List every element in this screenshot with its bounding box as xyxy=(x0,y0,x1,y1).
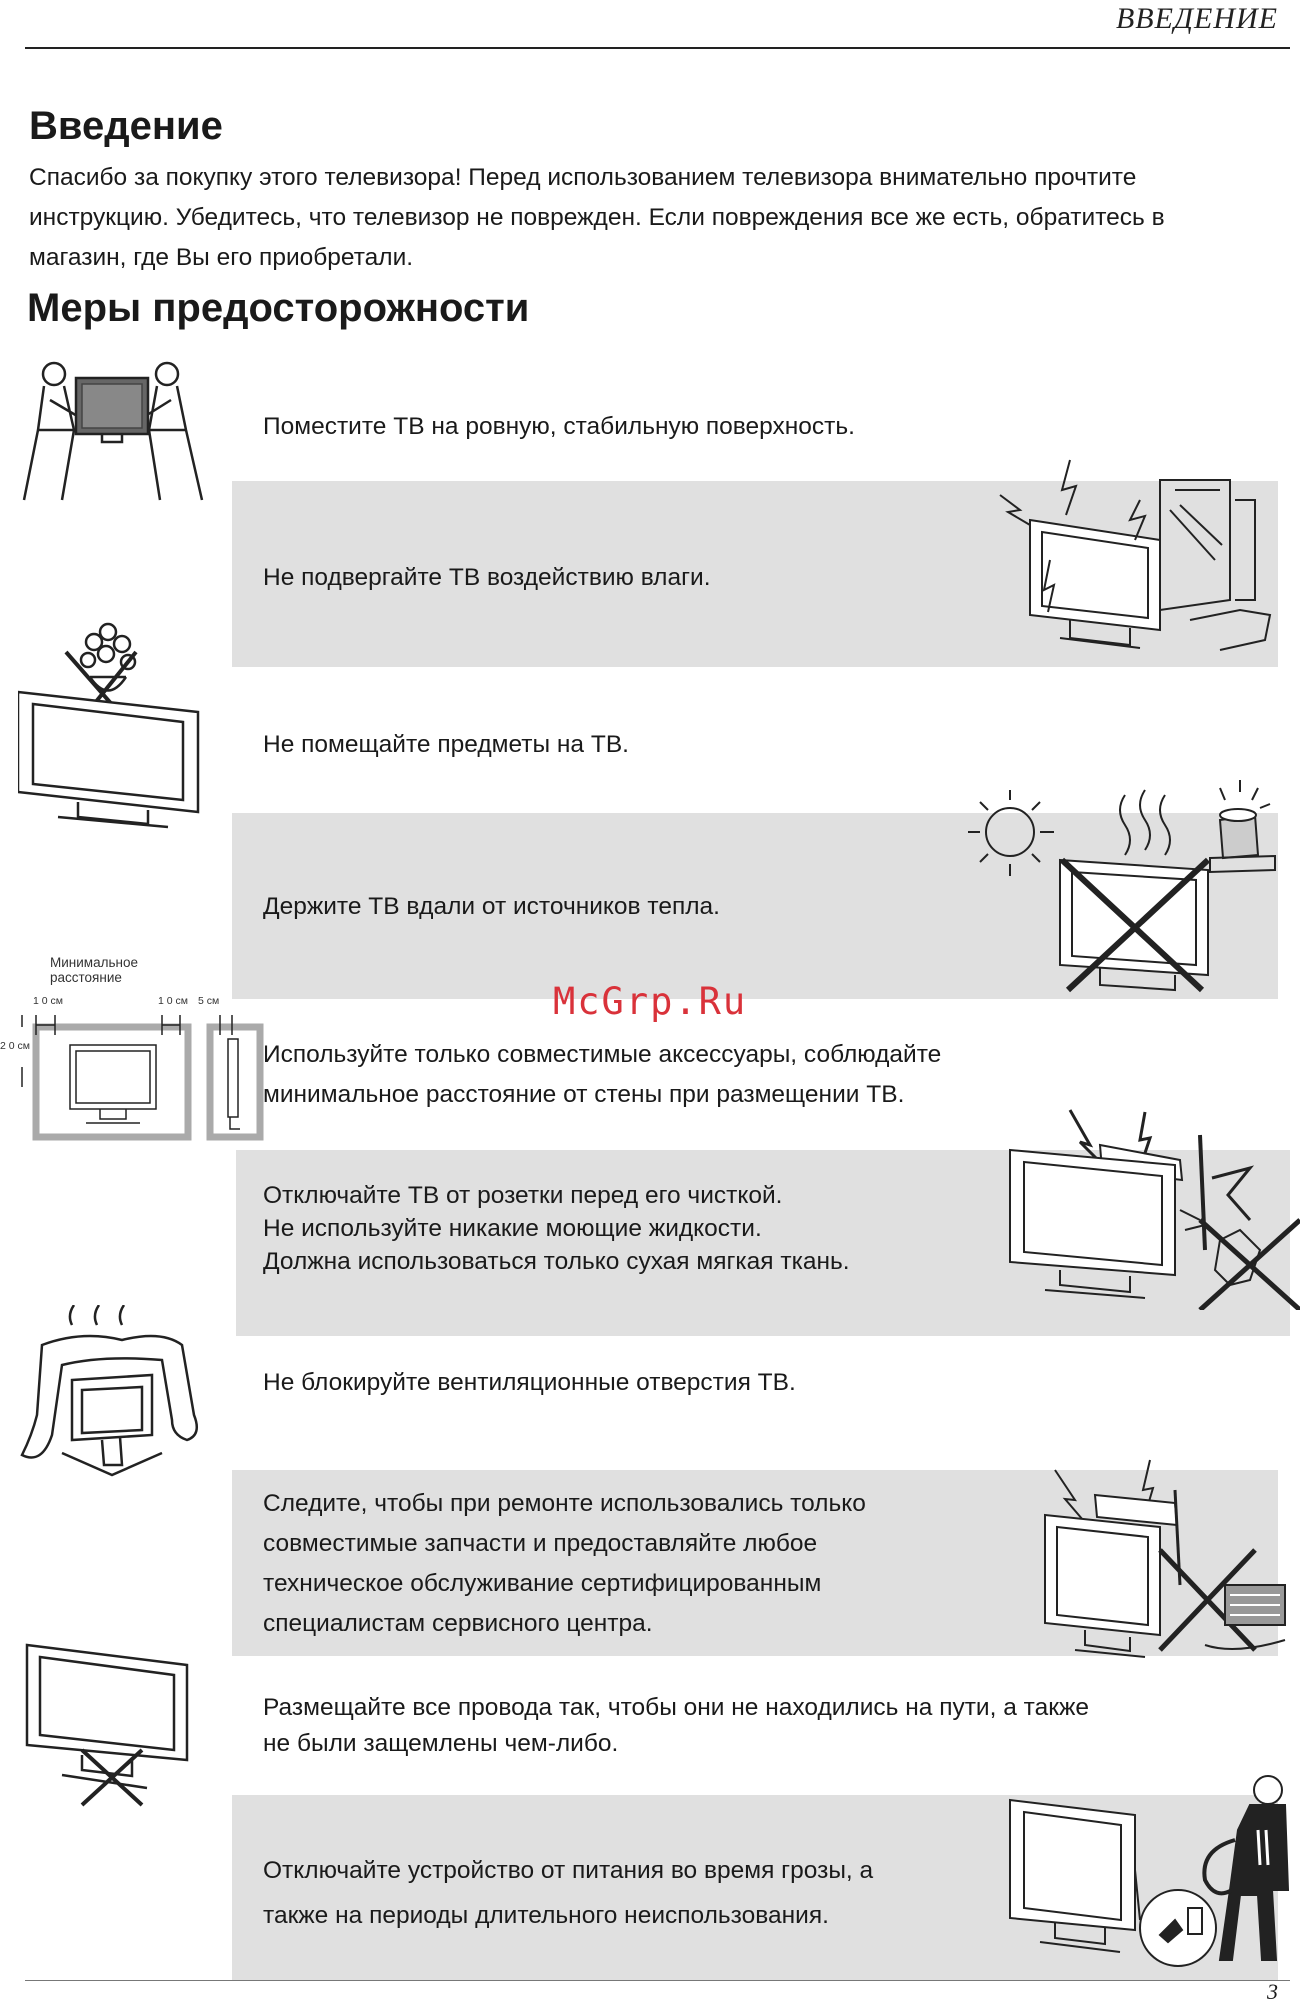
intro-title: Введение xyxy=(29,104,223,148)
intro-text: Спасибо за покупку этого телевизора! Перед использованием телевизора внимательно прочтите инструкцию. Убедитесь, что телевизор не поврежден. Если повреждения все же есть, обратитесь в магазин, где Вы его приобретали. xyxy=(29,164,1165,271)
moisture-illustration xyxy=(990,450,1290,665)
distance-label-line1: Минимальное xyxy=(50,955,138,970)
precaution-thunderstorm xyxy=(263,1848,873,1938)
cleaning-illustration xyxy=(1000,1100,1300,1310)
precaution-cables xyxy=(263,1690,1089,1762)
text-line: Отключайте устройство от питания во время грозы, а xyxy=(263,1857,874,1884)
text-line: не были защемлены чем-либо. xyxy=(263,1730,619,1757)
text-line: Используйте только совместимые аксессуары, соблюдайте xyxy=(263,1041,942,1068)
distance-label-line2: расстояние xyxy=(50,970,122,985)
page-number: 3 xyxy=(1267,1979,1278,2004)
footer-rule xyxy=(25,1980,1290,1981)
ventilation-illustration xyxy=(12,1305,207,1480)
precautions-title: Меры предосторожности xyxy=(27,286,530,330)
precaution-ventilation: Не блокируйте вентиляционные отверстия ТВ. xyxy=(263,1369,796,1396)
precaution-service xyxy=(263,1484,866,1644)
text-line: Должна использоваться только сухая мягкая ткань. xyxy=(263,1248,850,1275)
header-rule xyxy=(25,47,1290,49)
distance-diagram xyxy=(0,955,265,1145)
text-line: также на периоды длительного неиспользования. xyxy=(263,1902,829,1929)
heat-illustration xyxy=(940,760,1285,1010)
gap-top-label: 1 0 см xyxy=(158,995,188,1007)
cables-illustration xyxy=(22,1640,197,1810)
text-line: техническое обслуживание сертифицированным xyxy=(263,1570,822,1597)
text-line: специалистам сервисного центра. xyxy=(263,1610,653,1637)
watermark: McGrp.Ru xyxy=(553,980,748,1023)
precaution-no-objects: Не помещайте предметы на ТВ. xyxy=(263,731,629,758)
service-illustration xyxy=(1035,1455,1290,1670)
text-line: Размещайте все провода так, чтобы они не находились на пути, а также xyxy=(263,1694,1089,1721)
gap-side-label: 5 см xyxy=(198,995,220,1007)
no-objects-illustration xyxy=(18,612,208,842)
text-line: Следите, чтобы при ремонте использовались только xyxy=(263,1490,866,1517)
gap-left-label: 1 0 см xyxy=(33,995,63,1007)
carry-tv-illustration xyxy=(14,360,214,510)
precaution-heat: Держите ТВ вдали от источников тепла. xyxy=(263,893,720,920)
text-line: совместимые запчасти и предоставляйте любое xyxy=(263,1530,818,1557)
precaution-accessories xyxy=(263,1035,941,1115)
text-line: Отключайте ТВ от розетки перед его чисткой. xyxy=(263,1182,783,1209)
thunderstorm-illustration xyxy=(1000,1770,1290,1995)
precaution-moisture: Не подвергайте ТВ воздействию влаги. xyxy=(263,564,711,591)
precaution-cleaning xyxy=(263,1179,850,1278)
text-line: минимальное расстояние от стены при размещении ТВ. xyxy=(263,1081,905,1108)
text-line: Не используйте никакие моющие жидкости. xyxy=(263,1215,762,1242)
gap-bottom-label: 2 0 см xyxy=(0,1040,30,1052)
running-header: ВВЕДЕНИЕ xyxy=(1115,2,1278,35)
precaution-stable-surface: Поместите ТВ на ровную, стабильную поверхность. xyxy=(263,413,855,440)
distance-label xyxy=(50,955,138,985)
